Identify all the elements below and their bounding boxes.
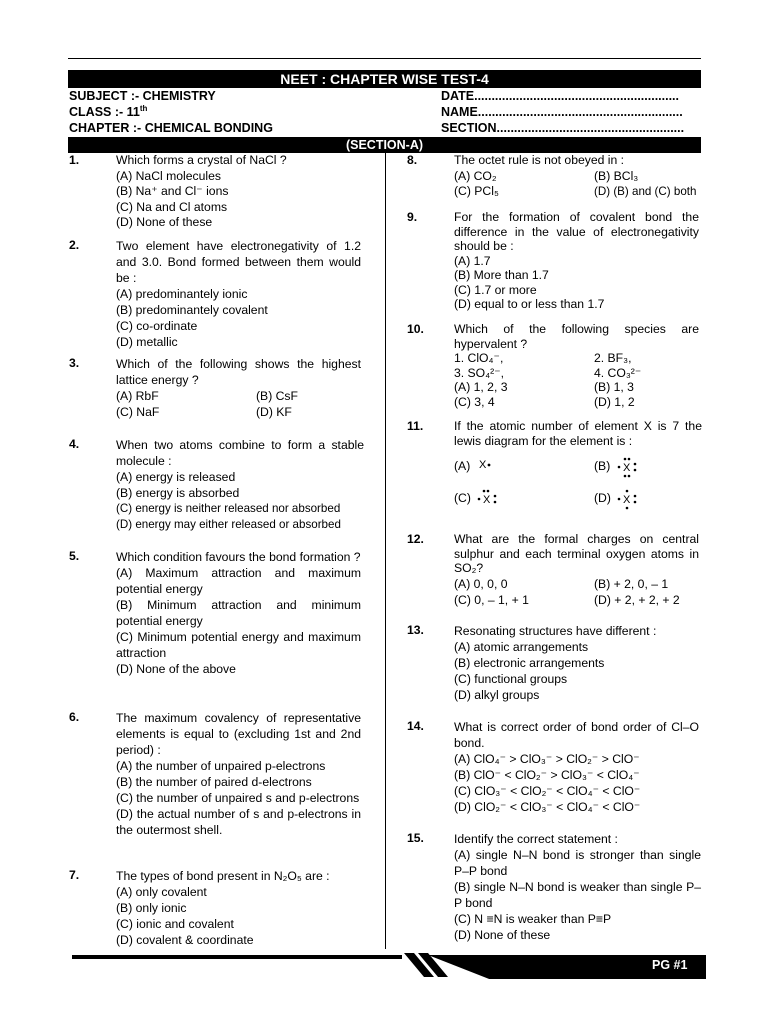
option: (D) energy may either released or absorbed — [116, 518, 341, 531]
question-text — [454, 322, 699, 409]
lewis-structure-b — [614, 456, 644, 478]
question-text — [454, 623, 699, 703]
option: (D) metallic — [116, 335, 178, 349]
option: (D) equal to or less than 1.7 — [454, 297, 605, 311]
option: (A) Maximum attraction and maximum potential energy — [116, 566, 361, 596]
option: (A) predominantely ionic — [116, 287, 248, 301]
name-field: NAME........................................................... — [441, 105, 683, 119]
option: (A) 0, 0, 0 — [454, 576, 508, 591]
option: (C) ClO₃⁻ < ClO₂⁻ < ClO₄⁻ < ClO⁻ — [454, 784, 641, 798]
question-text — [116, 153, 364, 231]
option: (B) Minimum attraction and minimum potential energy — [116, 598, 361, 628]
subject-label: SUBJECT :- CHEMISTRY — [69, 89, 216, 103]
question-stem: Identify the correct statement : — [454, 832, 618, 846]
question-number: 11. — [407, 419, 424, 433]
question-text — [116, 710, 361, 838]
option: (C) 1.7 or more — [454, 282, 537, 297]
option: (B) electronic arrangements — [454, 656, 605, 670]
option: (D) ClO₂⁻ < ClO₃⁻ < ClO₄⁻ < ClO⁻ — [454, 800, 641, 814]
question-number: 2. — [69, 238, 80, 252]
question-stem: For the formation of covalent bond the difference in the value of electronegativity should be : — [454, 210, 699, 253]
option: (A) the number of unpaired p-electrons — [116, 759, 326, 773]
question-text — [454, 210, 699, 312]
question-stem: The octet rule is not obeyed in : — [454, 153, 625, 167]
option-d: (D) X — [594, 488, 714, 510]
option: (B) Na⁺ and Cl⁻ ions — [116, 184, 229, 198]
option: (A) energy is released — [116, 470, 236, 484]
question-stem: Two element have electronegativity of 1.2 and 3.0. Bond formed between them would be : — [116, 239, 361, 285]
option: (B) predominantely covalent — [116, 303, 268, 317]
option: (A) 1.7 — [454, 253, 491, 268]
option: (D) alkyl groups — [454, 688, 540, 702]
option: (A) ClO₄⁻ > ClO₃⁻ > ClO₂⁻ > ClO⁻ — [454, 752, 640, 766]
option-c: (C) X — [454, 488, 594, 510]
option-b: (B) X — [594, 456, 714, 478]
option: (B) only ionic — [116, 901, 187, 915]
question-number: 14. — [407, 719, 424, 733]
option: (B) energy is absorbed — [116, 486, 240, 500]
question-text — [116, 437, 364, 533]
question-text — [116, 868, 361, 948]
option: (B) ClO⁻ < ClO₂⁻ > ClO₃⁻ < ClO₄⁻ — [454, 768, 640, 782]
option: (D) 1, 2 — [594, 394, 635, 409]
option: (B) CsF — [256, 389, 298, 403]
question-number: 6. — [69, 710, 80, 724]
svg-text:X: X — [483, 494, 491, 506]
option: (C) PCl₅ — [454, 184, 499, 198]
question-stem: When two atoms combine to form a stable molecule : — [116, 438, 364, 468]
question-text — [454, 153, 704, 200]
option: (A) atomic arrangements — [454, 640, 589, 654]
option-a: (A) X — [454, 456, 594, 478]
question-stem: Which forms a crystal of NaCl ? — [116, 153, 287, 167]
option: (C) functional groups — [454, 672, 568, 686]
option: (C) Minimum potential energy and maximum attraction — [116, 630, 361, 660]
option: (D) the actual number of s and p-electrons in the outermost shell. — [116, 807, 361, 837]
option: (A) CO₂ — [454, 168, 497, 183]
question-stem: Which of the following shows the highest lattice energy ? — [116, 357, 361, 387]
question-text — [454, 719, 699, 815]
question-number: 13. — [407, 623, 424, 637]
option: (B) the number of paired d-electrons — [116, 775, 312, 789]
option: (C) ionic and covalent — [116, 917, 234, 931]
question-stem: Resonating structures have different : — [454, 624, 657, 638]
option: (D) None of the above — [116, 662, 236, 676]
option: (C) 0, – 1, + 1 — [454, 592, 529, 607]
option: (C) N ≡N is weaker than P≡P — [454, 912, 612, 926]
question-text — [454, 532, 699, 608]
species-item: 3. SO₄²⁻, — [454, 365, 505, 380]
question-stem: Which condition favours the bond formation ? — [116, 550, 361, 564]
question-number: 7. — [69, 868, 80, 882]
option: (D) KF — [256, 405, 292, 419]
option: (B) BCl₃ — [594, 168, 639, 183]
question-text — [116, 238, 361, 350]
chapter-label: CHAPTER :- CHEMICAL BONDING — [69, 121, 273, 135]
option: (B) More than 1.7 — [454, 268, 549, 282]
class-label: CLASS :- 11th — [69, 103, 148, 119]
option: (A) only covalent — [116, 885, 207, 899]
question-number: 4. — [69, 437, 80, 451]
species-item: 1. ClO₄⁻, — [454, 351, 504, 365]
option: (A) single N–N bond is stronger than single P–P bond — [454, 848, 701, 878]
option: (A) RbF — [116, 389, 159, 403]
question-stem: The types of bond present in N₂O₅ are : — [116, 869, 330, 883]
option: (C) NaF — [116, 405, 160, 419]
option: (D) covalent & coordinate — [116, 933, 254, 947]
question-number: 12. — [407, 532, 424, 546]
section-title: (SECTION-A) — [68, 137, 701, 153]
test-title: NEET : CHAPTER WISE TEST-4 — [68, 70, 701, 88]
page-number: PG #1 — [652, 958, 688, 972]
svg-text:X: X — [622, 462, 630, 474]
question-number: 1. — [69, 153, 80, 167]
option: (A) 1, 2, 3 — [454, 380, 508, 394]
option: (D) None of these — [116, 215, 213, 229]
species-item: 4. CO₃²⁻ — [594, 365, 642, 380]
option: (C) the number of unpaired s and p-electrons — [116, 791, 360, 805]
question-text — [116, 549, 361, 677]
section-field: SECTION...................................................... — [441, 121, 685, 135]
option: (C) co-ordinate — [116, 319, 198, 333]
option: (B) 1, 3 — [594, 380, 634, 394]
option: (A) NaCl molecules — [116, 168, 221, 183]
top-rule — [68, 58, 701, 59]
question-number: 15. — [407, 831, 424, 845]
question-text — [454, 419, 702, 510]
question-stem: The maximum covalency of representative elements is equal to (excluding 1st and 2nd period) : — [116, 711, 361, 757]
svg-text:X: X — [478, 459, 486, 471]
date-field: DATE........................................................... — [441, 89, 680, 103]
question-stem: What are the formal charges on central sulphur and each terminal oxygen atoms in SO₂? — [454, 532, 699, 575]
option: (B) + 2, 0, – 1 — [594, 576, 669, 591]
question-text — [116, 356, 361, 420]
option: (B) single N–N bond is weaker than single P–P bond — [454, 880, 701, 910]
option: (D) None of these — [454, 928, 551, 942]
question-number: 3. — [69, 356, 80, 370]
question-stem: If the atomic number of element X is 7 the lewis diagram for the element is : — [454, 419, 702, 448]
column-divider — [385, 153, 386, 949]
question-number: 5. — [69, 549, 80, 563]
option: (C) 3, 4 — [454, 394, 495, 409]
option: (D) (B) and (C) both — [594, 185, 697, 198]
question-text — [454, 831, 701, 943]
option: (C) energy is neither released nor absorbed — [116, 502, 341, 515]
lewis-structure-c — [474, 488, 504, 510]
question-number: 10. — [407, 322, 424, 336]
question-stem: Which of the following species are hypervalent ? — [454, 322, 699, 351]
species-item: 2. BF₃, — [594, 351, 632, 365]
lewis-structure-a — [474, 456, 504, 478]
question-stem: What is correct order of bond order of Cl–O bond. — [454, 720, 699, 750]
question-number: 8. — [407, 153, 418, 167]
option: (D) + 2, + 2, + 2 — [594, 592, 680, 607]
question-number: 9. — [407, 210, 418, 224]
option: (C) Na and Cl atoms — [116, 199, 228, 214]
svg-text:X: X — [623, 494, 631, 506]
lewis-structure-d — [614, 488, 644, 510]
footer-rule — [72, 955, 402, 959]
